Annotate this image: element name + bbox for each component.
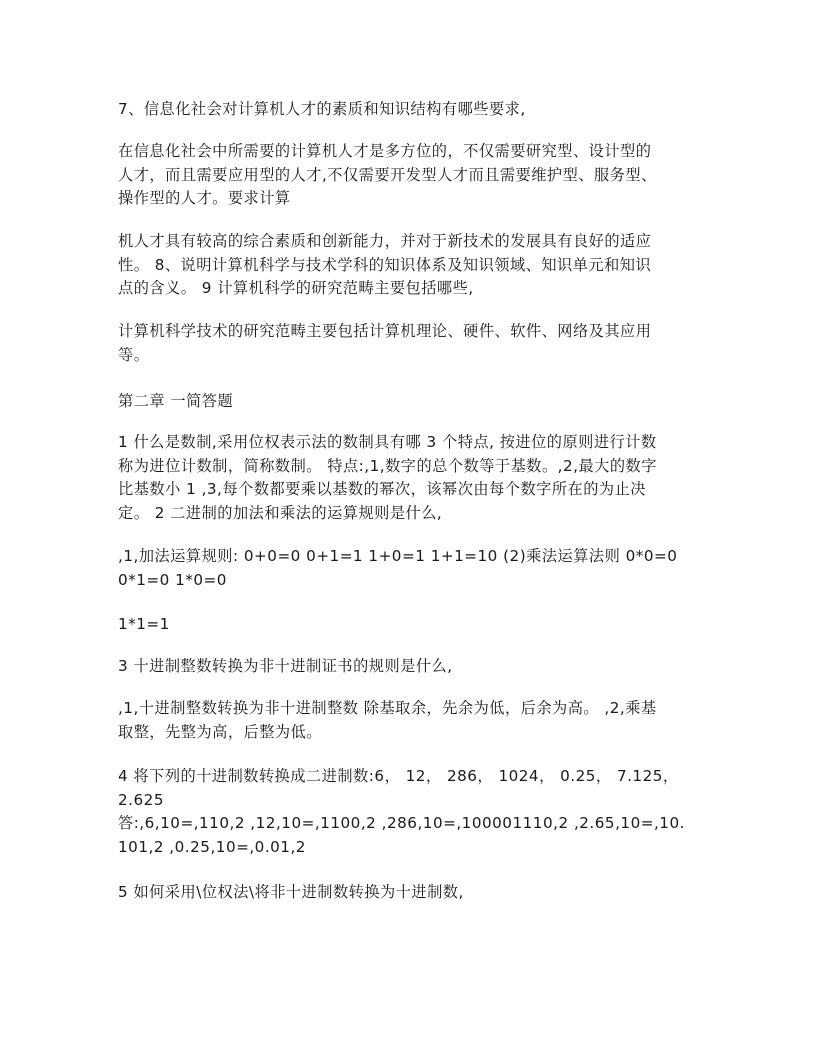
answer-7-part-1 <box>118 140 708 211</box>
text-line: 答:,6,10=,110,2 ,12,10=,1100,2 ,286,10=,100001110,2 ,2.65,10=,10. <box>118 814 685 832</box>
chapter-2-question-5 <box>118 881 708 905</box>
text-line: 计算机科学技术的研究范畴主要包括计算机理论、硬件、软件、网络及其应用 <box>118 322 652 340</box>
text-line: 比基数小 1 ,3,每个数都要乘以基数的幂次，该幂次由每个数字所在的为止决 <box>118 480 646 498</box>
text-line: 5 如何采用\位权法\将非十进制数转换为十进制数, <box>118 883 464 901</box>
text-line: 1 什么是数制,采用位权表示法的数制具有哪 3 个特点, 按进位的原则进行计数 <box>118 433 657 451</box>
text-line: 2.625 <box>118 790 164 809</box>
answer-9 <box>118 320 708 367</box>
text-line: 1*1=1 <box>118 615 170 633</box>
text-line: 0*1=0 1*0=0 <box>118 570 227 589</box>
chapter-heading <box>118 390 708 414</box>
chapter-2-question-1 <box>118 431 708 525</box>
text-line: 取整，先整为高，后整为低。 <box>118 722 322 741</box>
text-line: 7、信息化社会对计算机人才的素质和知识结构有哪些要求, <box>118 100 526 118</box>
text-line: 等。 <box>118 345 150 364</box>
text-line: 操作型的人才。要求计算 <box>118 189 291 207</box>
text-line: 定。 2 二进制的加法和乘法的运算规则是什么, <box>118 503 443 522</box>
text-line: 4 将下列的十进制数转换成二进制数:6， 12， 286， 1024， 0.25， 7.125， <box>118 767 679 785</box>
chapter-2-question-3 <box>118 655 708 679</box>
chapter-2-answer-2-cont <box>118 613 708 637</box>
answer-7-part-2 <box>118 230 708 301</box>
text-line: 称为进位计数制，简称数制。 特点:,1,数字的总个数等于基数。,2,最大的数字 <box>118 456 657 475</box>
text-line: ,1,加法运算规则: 0+0=0 0+1=1 1+0=1 1+1=10 (2)乘法运算法则 0*0=0 <box>118 547 678 565</box>
chapter-2-answer-2 <box>118 545 708 592</box>
text-line: 3 十进制整数转换为非十进制证书的规则是什么, <box>118 657 453 675</box>
chapter-2-question-4 <box>118 765 708 859</box>
text-line: 点的含义。 9 计算机科学的研究范畴主要包括哪些, <box>118 279 474 297</box>
text-line: 性。 8、说明计算机科学与技术学科的知识体系及知识领域、知识单元和知识 <box>118 255 652 274</box>
text-line: ,1,十进制整数转换为非十进制整数 除基取余，先余为低，后余为高。 ,2,乘基 <box>118 699 657 717</box>
text-line: 第二章 一简答题 <box>118 392 234 410</box>
question-7 <box>118 98 708 122</box>
text-line: 人才，而且需要应用型的人才,不仅需要开发型人才而且需要维护型、服务型、 <box>118 165 657 184</box>
text-line: 101,2 ,0.25,10=,0.01,2 <box>118 837 306 856</box>
text-line: 在信息化社会中所需要的计算机人才是多方位的，不仅需要研究型、设计型的 <box>118 142 652 160</box>
chapter-2-answer-3 <box>118 697 708 744</box>
text-line: 机人才具有较高的综合素质和创新能力，并对于新技术的发展具有良好的适应 <box>118 232 652 250</box>
